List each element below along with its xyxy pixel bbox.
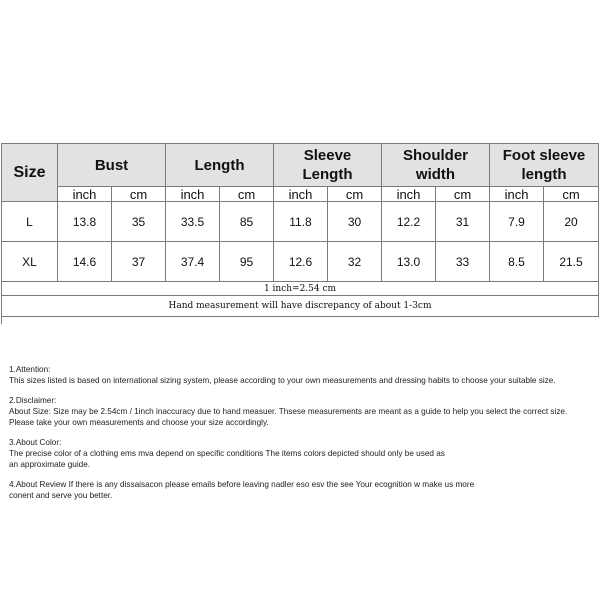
value-cell: 12.6 xyxy=(274,242,328,282)
value-cell: 95 xyxy=(220,242,274,282)
note-line: This sizes listed is based on international sizing system, please according to your own measurements and dressing habits to choose your suitable size. xyxy=(9,376,556,385)
discrepancy-row xyxy=(2,296,599,317)
value-cell: 33.5 xyxy=(166,202,220,242)
value-cell: 12.2 xyxy=(382,202,436,242)
value-cell: 20 xyxy=(544,202,599,242)
value-cell: 21.5 xyxy=(544,242,599,282)
note-title: 3.About Color: xyxy=(9,438,62,447)
value-cell: 8.5 xyxy=(490,242,544,282)
note-line: About Size: Size may be 2.54cm / 1inch inaccuracy due to hand measuer. Thsese measurements are meant as a guide to help you select the correct size. xyxy=(9,407,568,416)
unit-cell: cm xyxy=(220,187,274,202)
value-cell: 32 xyxy=(328,242,382,282)
conversion-row xyxy=(2,282,599,296)
unit-cell: cm xyxy=(112,187,166,202)
header-size: Size xyxy=(2,144,58,202)
header-row xyxy=(2,144,599,187)
value-cell: 13.8 xyxy=(58,202,112,242)
unit-cell: inch xyxy=(166,187,220,202)
unit-cell: inch xyxy=(490,187,544,202)
unit-cell: inch xyxy=(382,187,436,202)
note-about-color xyxy=(9,437,594,470)
table-row-l xyxy=(2,202,599,242)
unit-cell: cm xyxy=(544,187,599,202)
note-line: Please take your own measurements and choose your size accordingly. xyxy=(9,418,269,427)
header-sleeve-length: Sleeve Length xyxy=(274,144,382,187)
header-bust: Bust xyxy=(58,144,166,187)
value-cell: 7.9 xyxy=(490,202,544,242)
note-attention xyxy=(9,364,594,386)
conversion-note: 1 inch=2.54 cm xyxy=(2,282,599,296)
note-title: 2.Disclaimer: xyxy=(9,396,57,405)
value-cell: 30 xyxy=(328,202,382,242)
size-chart-table xyxy=(1,143,599,317)
discrepancy-note: Hand measurement will have discrepancy of about 1-3cm xyxy=(2,296,599,317)
table-row-xl xyxy=(2,242,599,282)
value-cell: 14.6 xyxy=(58,242,112,282)
unit-cell: inch xyxy=(58,187,112,202)
value-cell: 85 xyxy=(220,202,274,242)
note-disclaimer xyxy=(9,395,594,428)
table-edge-tail xyxy=(1,315,2,324)
value-cell: 13.0 xyxy=(382,242,436,282)
unit-row xyxy=(2,187,599,202)
note-line: conent and serve you better. xyxy=(9,491,113,500)
size-label-l: L xyxy=(2,202,58,242)
note-line: 4.About Review If there is any dissaisacon please emails before leaving nadler eso esv the see Your ecognition w make us more xyxy=(9,480,475,489)
note-line: The precise color of a clothing ems mva depend on specific conditions The items colors depicted should only be used as xyxy=(9,449,445,458)
unit-cell: cm xyxy=(328,187,382,202)
value-cell: 37 xyxy=(112,242,166,282)
note-about-review xyxy=(9,479,594,501)
note-line: an approximate guide. xyxy=(9,460,91,469)
unit-cell: cm xyxy=(436,187,490,202)
unit-cell: inch xyxy=(274,187,328,202)
note-title: 1.Attention: xyxy=(9,365,51,374)
header-shoulder-width: Shoulder width xyxy=(382,144,490,187)
header-length: Length xyxy=(166,144,274,187)
size-label-xl: XL xyxy=(2,242,58,282)
value-cell: 37.4 xyxy=(166,242,220,282)
header-foot-sleeve-length: Foot sleeve length xyxy=(490,144,599,187)
value-cell: 11.8 xyxy=(274,202,328,242)
value-cell: 35 xyxy=(112,202,166,242)
size-notes xyxy=(9,364,594,510)
value-cell: 33 xyxy=(436,242,490,282)
value-cell: 31 xyxy=(436,202,490,242)
